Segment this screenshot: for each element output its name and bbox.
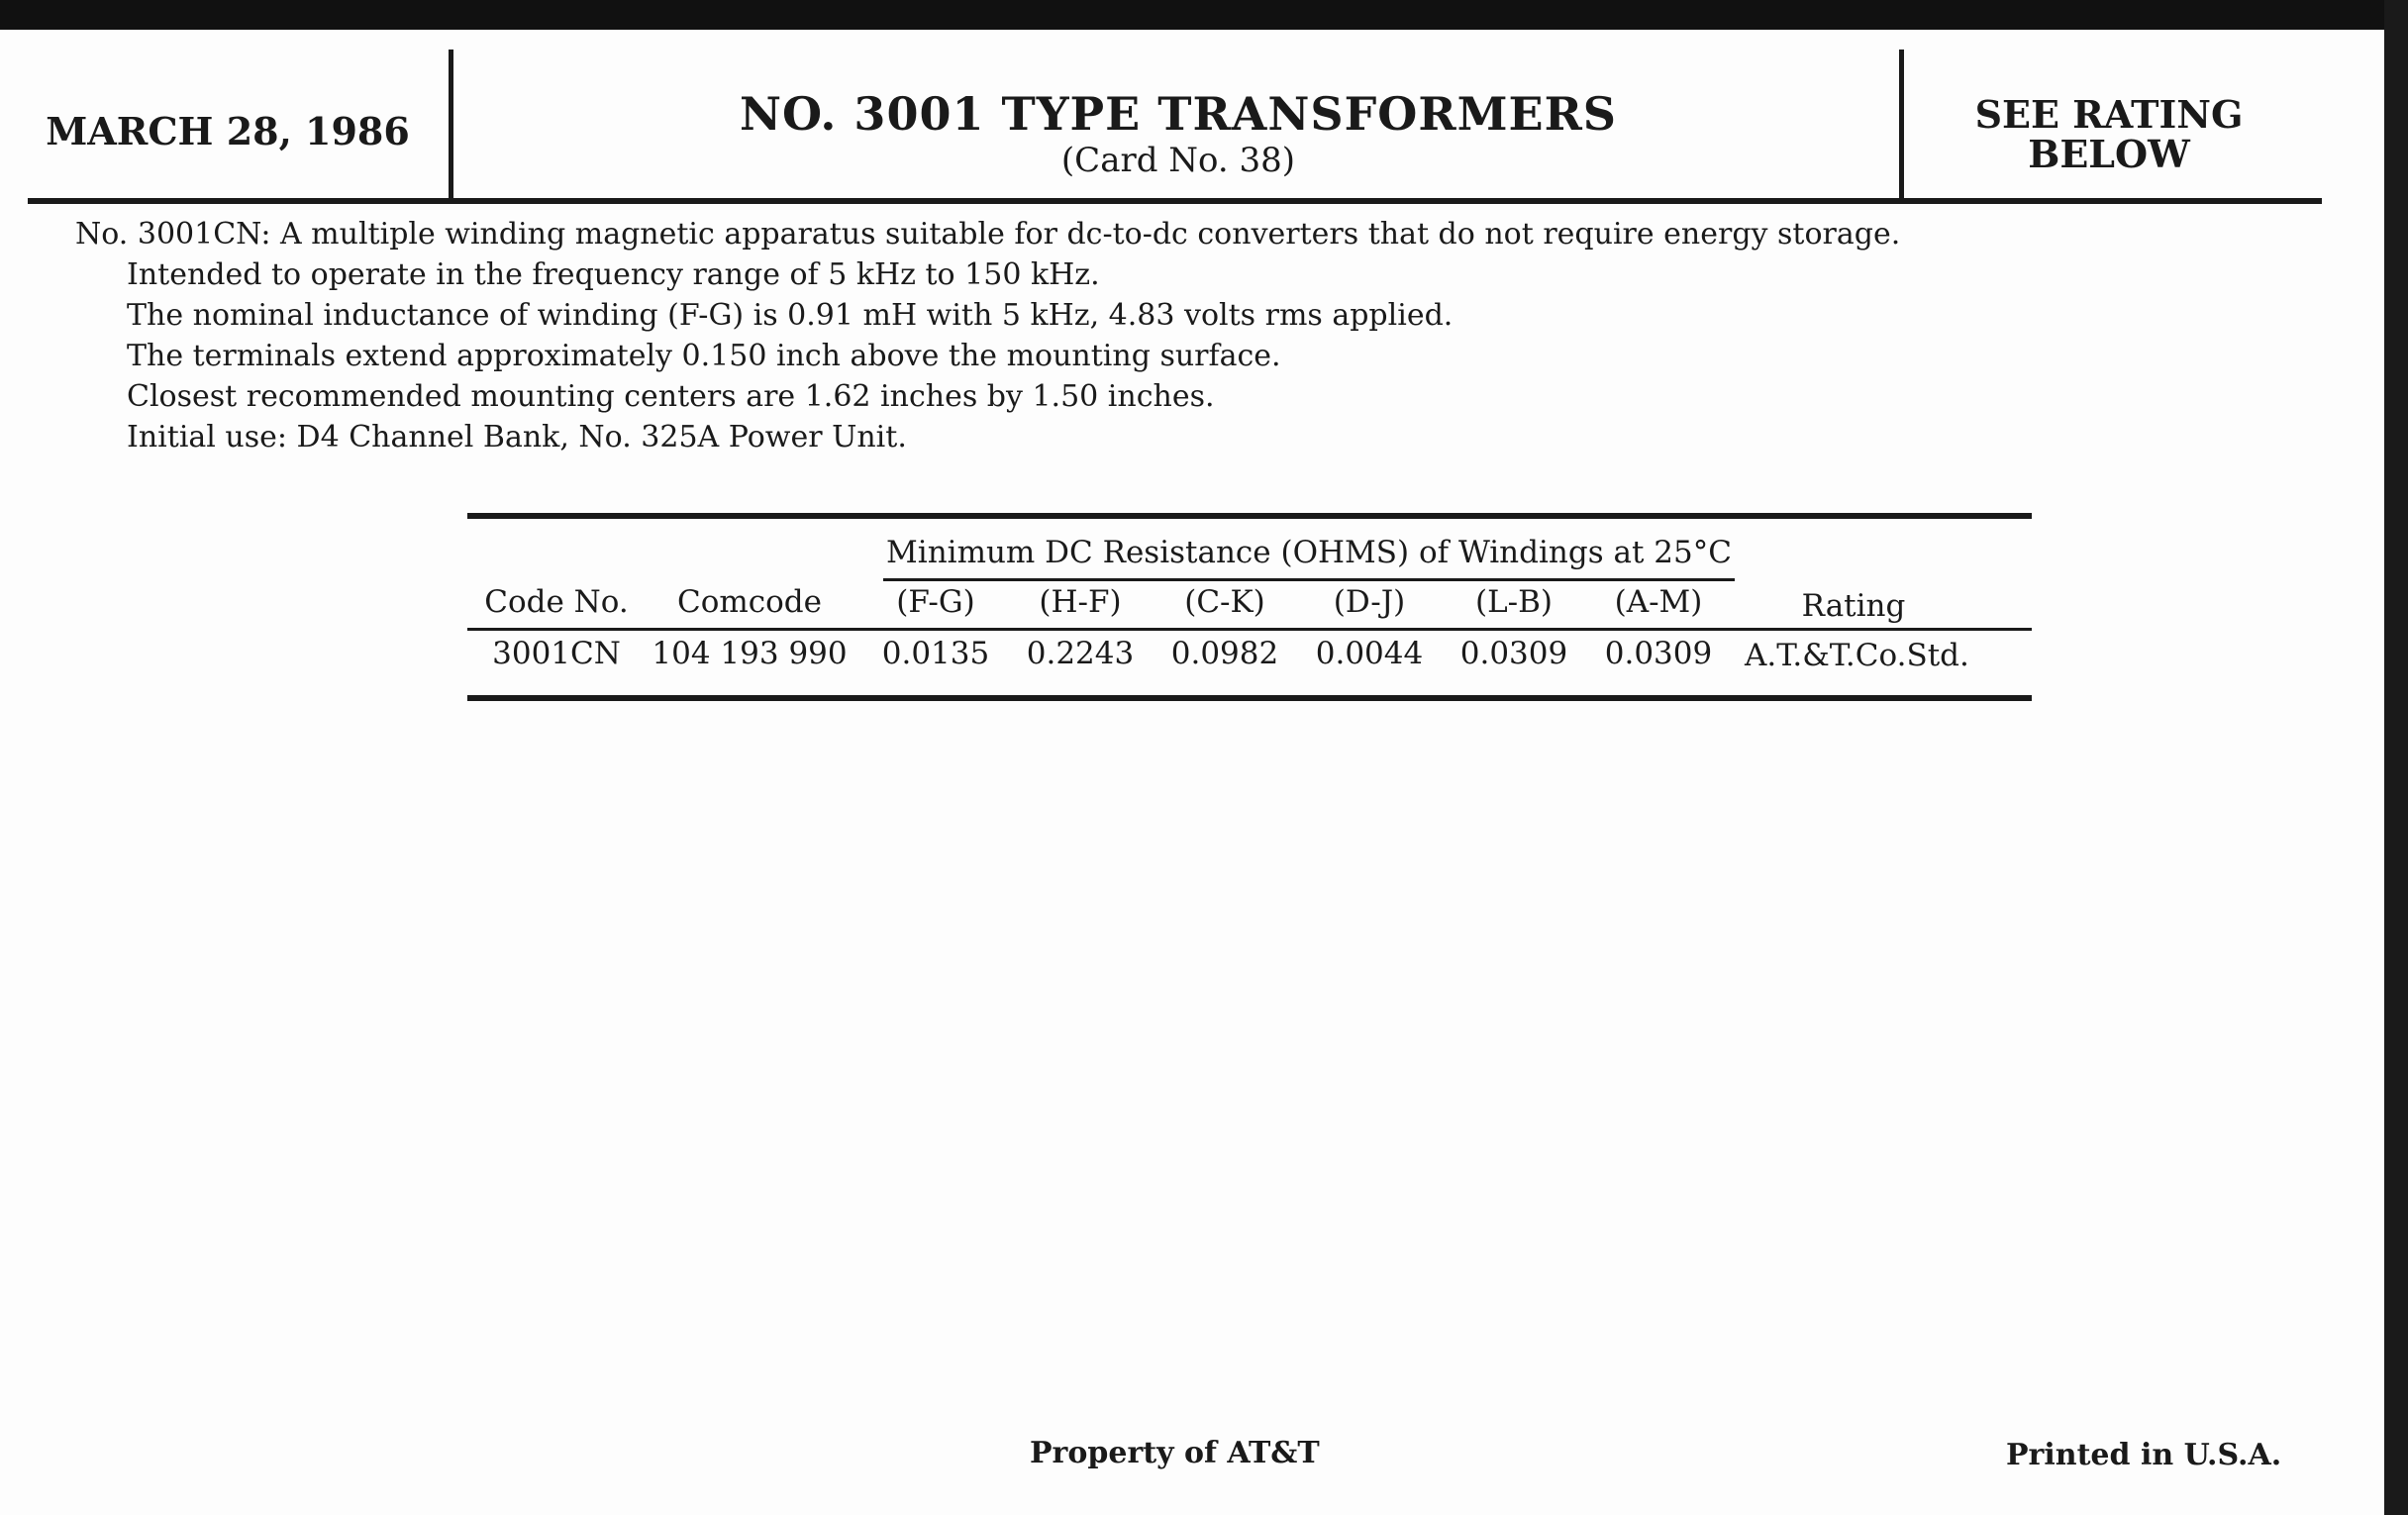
footer-printed: Printed in U.S.A. (2006, 1438, 2282, 1472)
card-edge-shadow (2384, 0, 2408, 1515)
cell-am: 0.0309 (1604, 636, 1713, 671)
table-top-rule (467, 513, 2032, 519)
col-header-am: (A-M) (1614, 584, 1703, 620)
col-header-lb: (L-B) (1474, 584, 1554, 620)
cell-dj: 0.0044 (1315, 636, 1424, 671)
col-header-dj: (D-J) (1333, 584, 1406, 620)
page-title: NO. 3001 TYPE TRANSFORMERS (739, 87, 1618, 141)
rating-note-line-1: SEE RATING (1974, 92, 2244, 137)
table-bottom-rule (467, 695, 2032, 701)
description-line: Intended to operate in the frequency range of 5 kHz to 150 kHz. (127, 257, 1100, 292)
col-header-hf: (H-F) (1039, 584, 1122, 620)
group-header-rule (883, 578, 1735, 581)
description (75, 214, 2254, 457)
description-line: Closest recommended mounting centers are 1.62 inches by 1.50 inches. (127, 379, 1215, 414)
col-header-code: Code No. (484, 584, 629, 620)
description-line: The nominal inductance of winding (F-G) is 0.91 mH with 5 kHz, 4.83 volts rms applied. (127, 298, 1454, 333)
rating-note-line-2: BELOW (2028, 132, 2190, 176)
card-number: (Card No. 38) (1060, 141, 1296, 180)
cell-comcode: 104 193 990 (652, 636, 848, 671)
header-divider-left (449, 50, 453, 198)
cell-fg: 0.0135 (881, 636, 990, 671)
cell-hf: 0.2243 (1026, 636, 1135, 671)
description-line: Initial use: D4 Channel Bank, No. 325A Power Unit. (127, 420, 907, 454)
cell-lb: 0.0309 (1459, 636, 1568, 671)
header-rule (28, 198, 2322, 204)
issue-date: MARCH 28, 1986 (46, 109, 410, 153)
description-line: The terminals extend approximately 0.150 inch above the mounting surface. (127, 339, 1281, 373)
cell-rating: A.T.&T.Co.Std. (1745, 638, 1969, 673)
table-group-header: Minimum DC Resistance (OHMS) of Windings at 25°C (886, 535, 1732, 570)
description-line: No. 3001CN: A multiple winding magnetic apparatus suitable for dc-to-dc converters that do not require energy storage. (75, 217, 1901, 252)
title-block (455, 87, 1901, 180)
col-header-ck: (C-K) (1184, 584, 1265, 620)
rating-note (1911, 92, 2307, 176)
col-header-rating: Rating (1801, 588, 1906, 624)
cell-code: 3001CN (492, 636, 621, 671)
document-card (0, 30, 2384, 1515)
cell-ck: 0.0982 (1170, 636, 1279, 671)
col-header-comcode: Comcode (677, 584, 822, 620)
table-header-rule (467, 628, 2032, 631)
col-header-fg: (F-G) (896, 584, 975, 620)
footer-property: Property of AT&T (1030, 1436, 1320, 1470)
